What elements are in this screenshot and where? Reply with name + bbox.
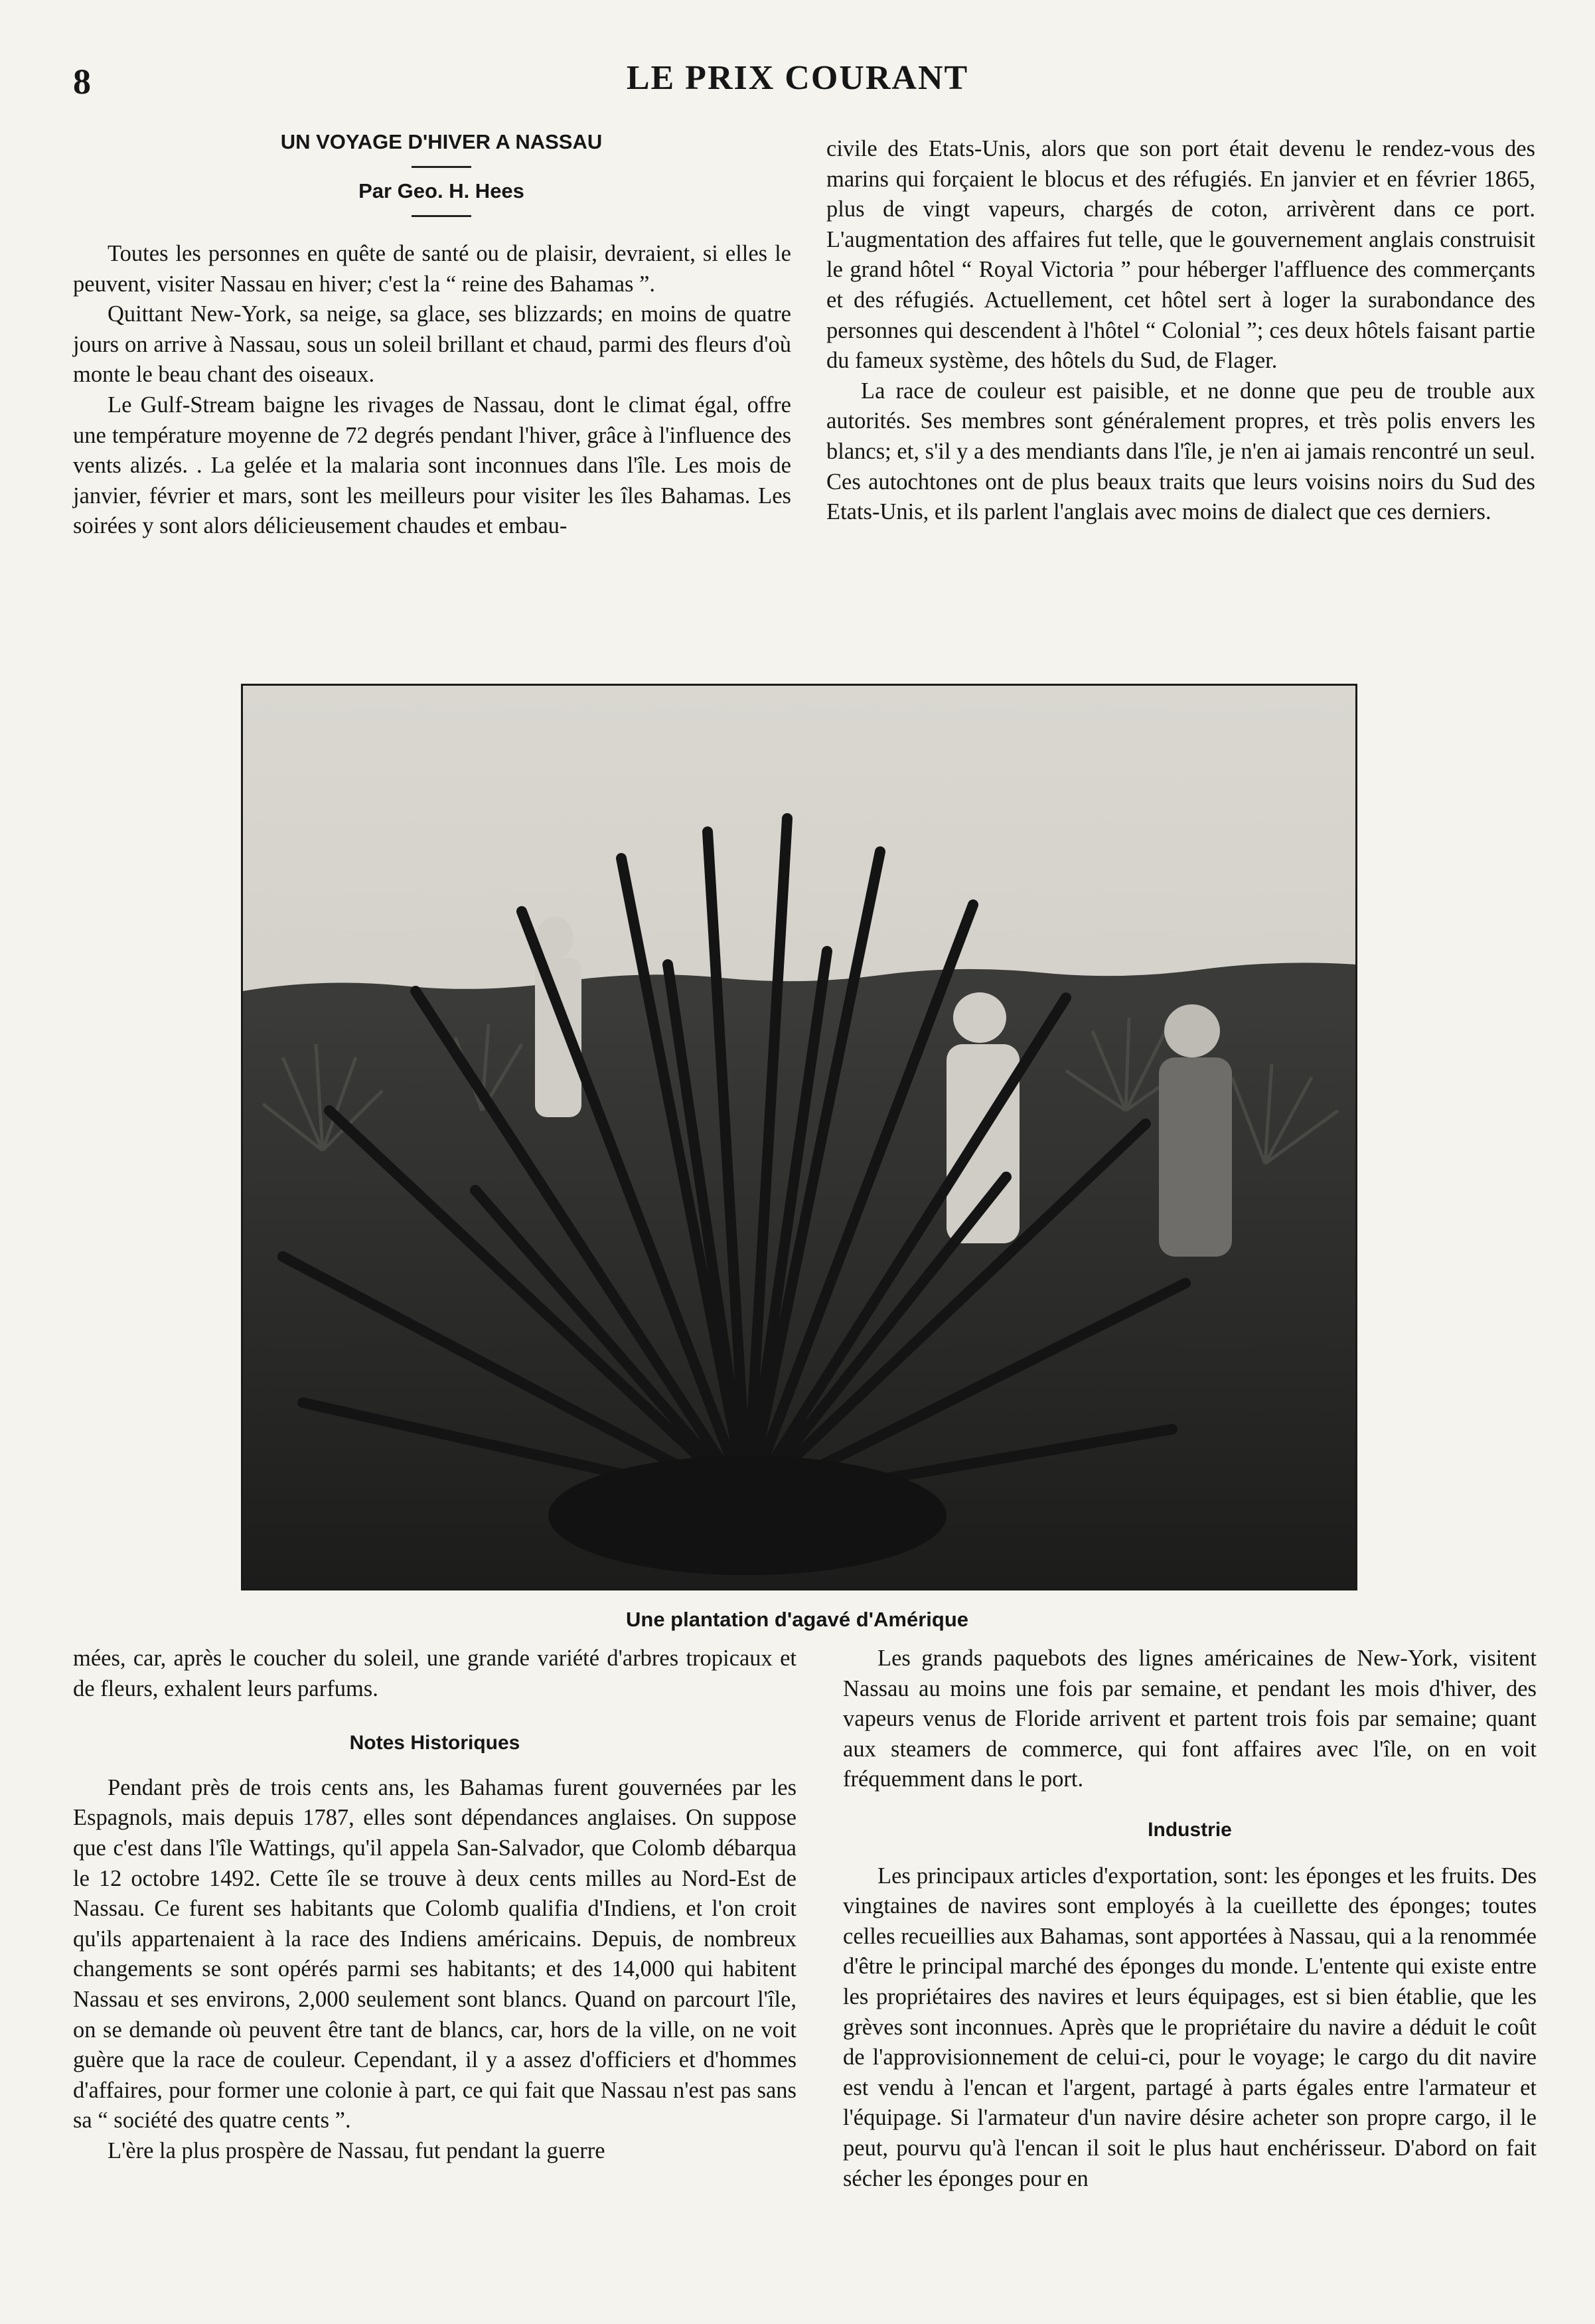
page-number: 8 [73,62,91,102]
paragraph: Quittant New-York, sa neige, sa glace, ses blizzards; en moins de quatre jours on arrive à Nassau, sous un soleil brillant et chaud, parmi des fleurs d'où monte le beau chant des oiseaux. [73,301,791,388]
journal-title: LE PRIX COURANT [626,59,969,97]
byline: Par Geo. H. Hees [358,179,524,202]
byline-rule [412,215,471,217]
article-title: UN VOYAGE D'HIVER A NASSAU [280,130,603,153]
right-column-bottom [843,1644,1537,2194]
paragraph: Les principaux articles d'exportation, sont: les éponges et les fruits. Des vingtaines de navires sont employés à la cueillette des éponges; toutes celles recueillies aux Bahamas, sont apportées à Nassau, qui a la renommée d'être le principal marché des éponges du monde. L'entente qui existe entre les propriétaires des navires et leurs équipages, est si bien établie, que les grèves sont inconnues. Après que le propriétaire du navire a déduit le coût de l'approvisionnement de celui-ci, pour le voyage; le cargo du dit navire est vendu à l'encan et l'argent, partagé à parts égales entre l'armateur et l'équipage. Si l'armateur d'un navire désire acheter son propre cargo, il le peut, pourvu qu'à l'encan il soit le plus haut enchérisseur. D'abord on fait sécher les éponges pour en [843,1863,1537,2191]
paragraph: Les grands paquebots des lignes américaines de New-York, visitent Nassau au moins une fois par semaine, et pendant les mois d'hiver, des vapeurs venus de Floride arrivent et partent trois fois par semaine; quant aux steamers de commerce, qui font affaires avec l'île, on en voit fréquemment dans le port. [843,1646,1537,1792]
photo-illustration [243,686,1355,1588]
agave-plantation-photo [241,684,1357,1590]
title-rule [412,166,471,168]
section-heading-industrie: Industrie [1148,1818,1232,1841]
left-column-bottom [73,1644,797,2167]
figure-caption: Une plantation d'agavé d'Amérique [626,1608,968,1631]
paragraph: mées, car, après le coucher du soleil, une grande variété d'arbres tropicaux et de fleurs, exhalent leurs parfums. [73,1646,797,1701]
paragraph: Le Gulf-Stream baigne les rivages de Nassau, dont le climat égal, offre une température moyenne de 72 degrés pendant l'hiver, grâce à l'influence des vents alizés. . La gelée et la malaria sont inconnues dans l'île. Les mois de janvier, février et mars, sont les meilleurs pour visiter les îles Bahamas. Les soirées y sont alors délicieusement chaudes et embau- [73,392,791,539]
paragraph: Toutes les personnes en quête de santé ou de plaisir, devraient, si elles le peuvent, visiter Nassau en hiver; c'est la “ reine des Bahamas ”. [73,241,791,297]
section-heading-notes-historiques: Notes Historiques [349,1732,520,1754]
paragraph: civile des Etats-Unis, alors que son port était devenu le rendez-vous des marins qui forçaient le blocus et des réfugiés. En janvier et en février 1865, plus de vingt vapeurs, chargés de coton, arrivèrent dans ce port. L'augmentation des affaires fut telle, que le gouvernement anglais construisit le grand hôtel “ Royal Victoria ” pour héberger l'affluence des commerçants et des réfugiés. Actuellement, cet hôtel sert à loger la surabondance des personnes qui descendent à l'hôtel “ Colonial ”; ces deux hôtels faisant partie du fameux système, des hôtels du Sud, de Flager. [826,136,1535,374]
paragraph: La race de couleur est paisible, et ne donne que peu de trouble aux autorités. Ses membres sont généralement propres, et très polis envers les blancs; et, s'il y a des mendiants dans l'île, je n'en ai jamais rencontré un seul. Ces autochtones ont de plus beaux traits que leurs voisins noirs du Sud des Etats-Unis, et ils parlent l'anglais avec moins de dialect que ces derniers. [826,378,1535,525]
right-column-top [826,134,1535,528]
paragraph: Pendant près de trois cents ans, les Bahamas furent gouvernées par les Espagnols, mais depuis 1787, elles sont dépendances anglaises. On suppose que c'est dans l'île Wattings, qu'il appela San-Salvador, que Colomb débarqua le 12 octobre 1492. Cette île se trouve à deux cents milles au Nord-Est de Nassau. Ce furent ses habitants que Colomb qualifia d'Indiens, et l'on croit qu'ils appartenaient à la race des Indiens américains. Depuis, de nombreux changements se sont opérés parmi ses habitants; et des 14,000 qui habitent Nassau et ses environs, 2,000 seulement sont blancs. Quand on parcourt l'île, on se demande où peuvent être tant de blancs, car, hors de la ville, on ne voit guère que la race de couleur. Cependant, il y a assez d'officiers et d'hommes d'affaires, pour former une colonie à part, ce qui fait que Nassau n'est pas sans sa “ société des quatre cents ”. [73,1774,797,2133]
paragraph: L'ère la plus prospère de Nassau, fut pendant la guerre [108,2137,605,2163]
left-column-top [73,239,791,542]
